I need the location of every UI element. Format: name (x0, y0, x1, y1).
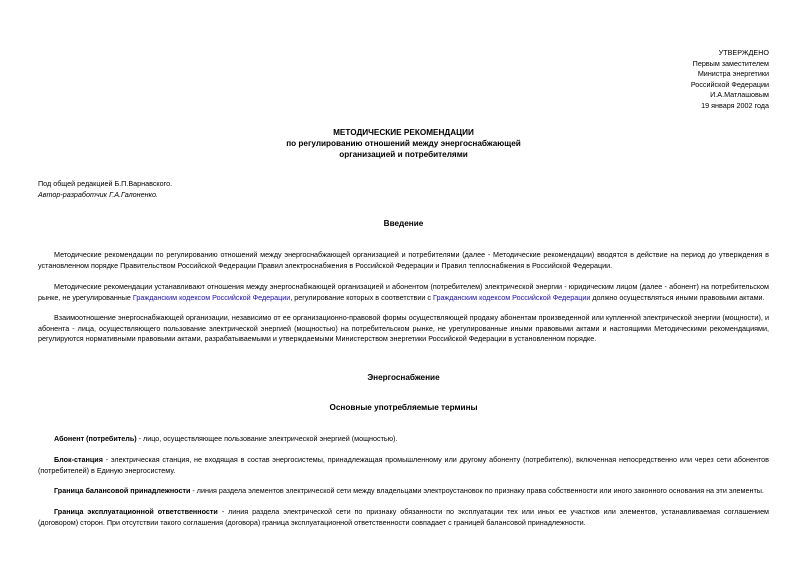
paragraph-text: Методические рекомендации устанавливают отношения между энергоснабжающей организацией и абонентом (потребителем) электрической энергии - юридическим лицом (далее - абонент) на потребительском рынке, не урегулированные (38, 282, 769, 302)
title-line: организацией и потребителями (339, 149, 468, 159)
energy-heading: Энергоснабжение (367, 373, 440, 382)
term-text: - линия раздела электрической сети по признаку обязанности по эксплуатации тех или иных ее участков или элементов, устанавливаемая соглашением (договором) сторон. При отсутствии такого соглашения (договора) граница эксплуатационной ответственности совпадает с границей балансовой принадлежности. (38, 507, 770, 527)
author: Автор-разработчик Г.А.Галоненко. (38, 189, 158, 199)
term-definition (38, 486, 769, 497)
approval-line: Первым заместителем (692, 58, 769, 68)
approval-line: Российской Федерации (690, 79, 769, 89)
title-line: по регулированию отношений между энергоснабжающей (286, 138, 521, 148)
approval-line: И.А.Матлашовым (710, 90, 769, 100)
term-definition (38, 455, 769, 476)
term-definition (38, 434, 769, 445)
approval-line: УТВЕРЖДЕНО (718, 48, 769, 57)
editors-block (38, 179, 172, 200)
title-line: МЕТОДИЧЕСКИЕ РЕКОМЕНДАЦИИ (333, 128, 474, 137)
document-title (0, 128, 807, 160)
intro-paragraph-3: Взаимоотношение энергоснабжающей организации, независимо от ее организационно-правовой формы осуществляющей продажу абонентам произведенной или купленной электрической энергии (мощности), и абонента - лица, осуществляющего пользование электрической энергией (мощностью) на потребительском рынке, не урегулированные иными правовыми актами и настоящими Методическими рекомендациями, регулируются нормативными правовыми актами, разрабатываемыми и утверждаемыми Министерством энергетики Российской Федерации в установленном порядке. (38, 313, 769, 344)
term-name: Абонент (потребитель) (54, 434, 137, 443)
intro-paragraph-1: Методические рекомендации по регулированию отношений между энергоснабжающей организацией и потребителями (далее - Методические рекомендации) вводятся в действие на период до утверждения в установленном порядке Правительством Российской Федерации Правил электроснабжения в Российской Федерации и Правил теплоснабжения в Российской Федерации. (38, 250, 769, 270)
term-name: Граница балансовой принадлежности (54, 486, 191, 495)
approval-date: 19 января 2002 года (701, 100, 769, 110)
terms-heading: Основные употребляемые термины (329, 403, 478, 412)
paragraph-text: должно осуществляться иными правовыми актами. (590, 292, 765, 302)
term-name: Блок-станция (54, 455, 103, 464)
term-text: - электрическая станция, не входящая в состав энергосистемы, принадлежащая промышленному или другому абоненту (потребителю), включенная непосредственно или через сети абонентов (потребителей) в Единую энергосистему. (38, 455, 769, 475)
general-editor: Под общей редакцией Б.П.Варнавского. (38, 179, 173, 188)
approval-block (691, 48, 769, 112)
term-text: - линия раздела элементов электрической сети между владельцами электроустановок по признаку права собственности или иного законного основания на эти элементы. (190, 486, 764, 495)
intro-heading: Введение (383, 219, 424, 228)
term-name: Граница эксплуатационной ответственности (54, 507, 218, 516)
term-definition (38, 507, 769, 528)
approval-line: Министра энергетики (697, 69, 769, 79)
civil-code-link[interactable]: Гражданским кодексом Российской Федерации (132, 292, 291, 302)
civil-code-link[interactable]: Гражданским кодексом Российской Федерации (432, 292, 591, 302)
term-text: - лицо, осуществляющее пользование электрической энергией (мощностью). (136, 434, 398, 443)
paragraph-text: , регулирование которых в соответствии с (290, 292, 433, 302)
intro-paragraph-2 (38, 282, 769, 303)
